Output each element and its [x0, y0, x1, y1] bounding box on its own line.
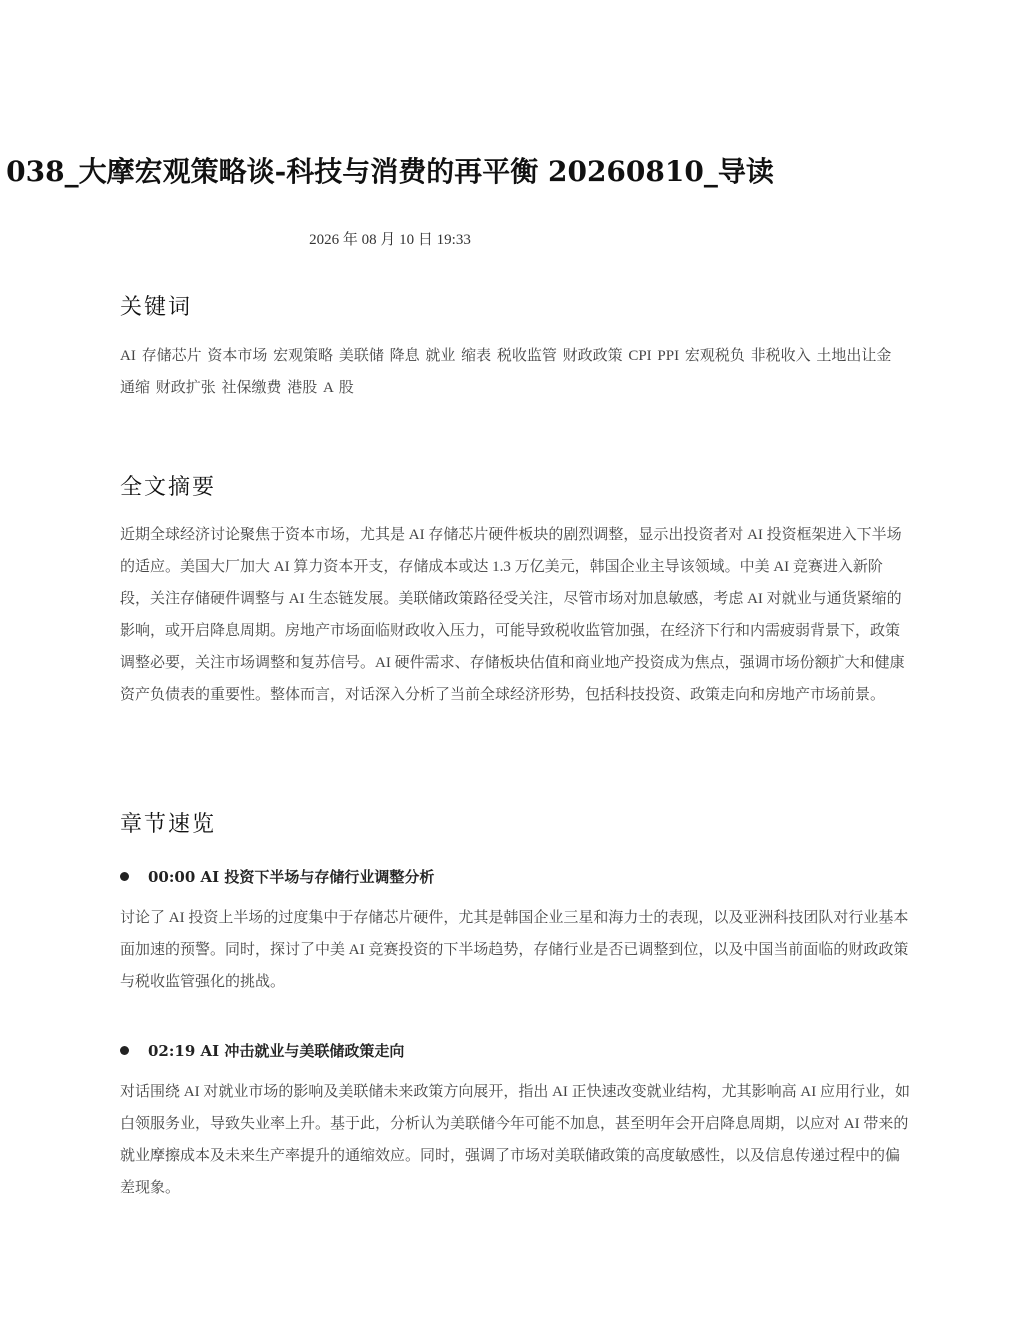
keywords-text: AI 存储芯片 资本市场 宏观策略 美联储 降息 就业 缩表 税收监管 财政政策 CPI PPI 宏观税负 非税收入 土地出让金 通缩 财政扩张 社保缴费 港股 A 股	[120, 348, 892, 396]
chapter-item-title-row	[120, 864, 910, 888]
chapter-title: 02:19 AI 冲击就业与美联储政策走向	[148, 1041, 405, 1060]
bullet-icon	[120, 872, 129, 881]
chapter-text: 讨论了 AI 投资上半场的过度集中于存储芯片硬件，尤其是韩国企业三星和海力士的表现，以及亚洲科技团队对行业基本面加速的预警。同时，探讨了中美 AI 竞赛投资的下半场趋势，存储行业是否已调整到位，以及中国当前面临的财政政策与税收监管强化的挑战。	[120, 910, 909, 990]
document-date: 2026 年 08 月 10 日 19:33	[309, 232, 471, 248]
bullet-icon	[120, 1046, 129, 1055]
chapters-heading: 章节速览	[120, 812, 217, 837]
summary-heading: 全文摘要	[120, 475, 217, 500]
chapter-title: 00:00 AI 投资下半场与存储行业调整分析	[148, 867, 435, 886]
summary-text: 近期全球经济讨论聚焦于资本市场，尤其是 AI 存储芯片硬件板块的剧烈调整，显示出投资者对 AI 投资框架进入下半场的适应。美国大厂加大 AI 算力资本开支，存储成本或达 1.3 万亿美元，韩国企业主导该领域。中美 AI 竞赛进入新阶段，关注存储硬件调整与 AI 生态链发展。美联储政策路径受关注，尽管市场对加息敏感，考虑 AI 对就业与通货紧缩的影响，或开启降息周期。房地产市场面临财政收入压力，可能导致税收监管加强，在经济下行和内需疲弱背景下，政策调整必要，关注市场调整和复苏信号。AI 硬件需求、存储板块估值和商业地产投资成为焦点，强调市场份额扩大和健康资产负债表的重要性。整体而言，对话深入分析了当前全球经济形势，包括科技投资、政策走向和房地产市场前景。	[120, 527, 905, 703]
chapter-text: 对话围绕 AI 对就业市场的影响及美联储未来政策方向展开，指出 AI 正快速改变就业结构，尤其影响高 AI 应用行业，如白领服务业，导致失业率上升。基于此，分析认为美联储今年可能不加息，甚至明年会开启降息周期，以应对 AI 带来的就业摩擦成本及未来生产率提升的通缩效应。同时，强调了市场对美联储政策的高度敏感性，以及信息传递过程中的偏差现象。	[120, 1084, 910, 1196]
chapter-item-title-row	[120, 1038, 910, 1062]
keywords-heading: 关键词	[120, 295, 193, 320]
document-title: 038_大摩宏观策略谈-科技与消费的再平衡 20260810_导读	[6, 155, 774, 188]
